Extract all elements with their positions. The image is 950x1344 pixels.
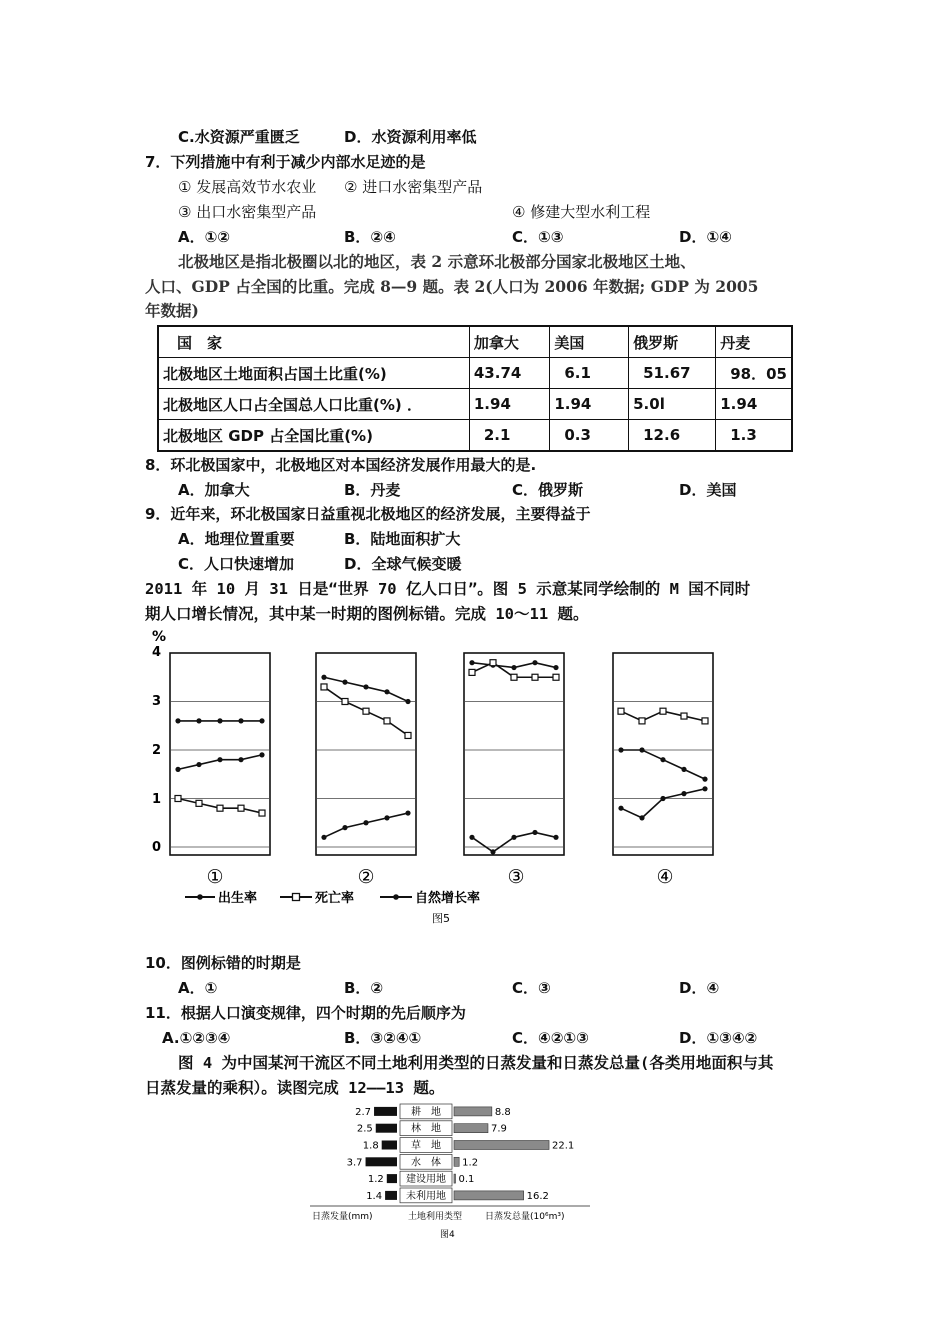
q6-option-c: C.水资源严重匮乏 (178, 128, 300, 146)
table-cell: 98．05 (716, 358, 792, 389)
data-point-filled (321, 835, 326, 840)
intro-8-9-line1: 北极地区是指北极圈以北的地区，表 2 示意环北极部分国家北极地区土地、 (178, 252, 696, 271)
legend-label-birth-rate: 出生率 (218, 891, 258, 906)
q10-option-c: C．③ (512, 979, 551, 997)
q7-item-3: ③ 出口水密集型产品 (178, 203, 317, 221)
data-point-open (342, 699, 348, 705)
table-header-cell: 国 家 (158, 326, 469, 358)
y-tick-label: 4 (152, 645, 162, 660)
intro-8-9-line2: 人口、GDP 占全国的比重。完成 8—9 题。表 2(人口为 2006 年数据; GDP 为 2005 (145, 277, 759, 296)
panel-frame (464, 653, 564, 855)
data-point-open (681, 713, 687, 719)
figure-4-evaporation-chart (300, 1098, 600, 1244)
data-point-filled (342, 680, 347, 685)
table-header-cell: 加拿大 (469, 326, 549, 358)
q9-option-b: B．陆地面积扩大 (344, 530, 461, 548)
table-cell: 6.1 (550, 358, 629, 389)
table-row (158, 420, 792, 452)
data-point-open (702, 718, 708, 724)
data-point-open (321, 684, 327, 690)
q10-stem: 10．图例标错的时期是 (145, 954, 301, 972)
data-label-right: 1.2 (462, 1157, 479, 1169)
data-point-filled (490, 849, 495, 854)
table-cell: 北极地区人口占全国总人口比重(%) ． (158, 389, 469, 420)
panel-label: ③ (507, 866, 525, 888)
table-cell: 1.94 (550, 389, 629, 420)
q8-stem: 8．环北极国家中，北极地区对本国经济发展作用最大的是. (145, 456, 537, 474)
category-label: 林 地 (411, 1123, 441, 1135)
data-point-open (363, 708, 369, 714)
data-label-left: 1.4 (366, 1190, 383, 1202)
data-point-open (238, 805, 244, 811)
q11-option-d: D．①③④② (679, 1029, 758, 1047)
q7-option-c: C．①③ (512, 228, 564, 246)
intro-12-13-line2: 日蒸发量的乘积）。读图完成 12——13 题。 (145, 1079, 445, 1097)
data-point-open (532, 674, 538, 680)
table-cell: 1.94 (716, 389, 792, 420)
panel-frame (613, 653, 713, 855)
data-label-right: 7.9 (490, 1123, 507, 1135)
data-point-filled (405, 699, 410, 704)
data-point-open (553, 674, 559, 680)
data-point-open (660, 708, 666, 714)
q11-stem: 11．根据人口演变规律，四个时期的先后顺序为 (145, 1004, 466, 1022)
table-row (158, 358, 792, 389)
q7-option-a: A．①② (178, 228, 231, 246)
data-point-filled (618, 806, 623, 811)
table-cell: 2.1 (469, 420, 549, 452)
table-header-cell: 俄罗斯 (629, 326, 716, 358)
table-row (158, 389, 792, 420)
data-point-open (175, 796, 181, 802)
bar-daily-evaporation (382, 1141, 397, 1150)
data-point-filled (217, 718, 222, 723)
x-label-center: 土地利用类型 (408, 1212, 463, 1222)
data-point-filled (511, 835, 516, 840)
q7-item-2: ② 进口水密集型产品 (344, 178, 483, 196)
category-label: 草 地 (411, 1140, 441, 1152)
table-header-cell: 美国 (550, 326, 629, 358)
data-label-right: 8.8 (494, 1106, 511, 1118)
bar-daily-evaporation (376, 1124, 397, 1133)
data-label-left: 2.5 (356, 1123, 373, 1135)
data-point-filled (639, 747, 644, 752)
data-point-filled (660, 796, 665, 801)
q11-option-c: C．④②①③ (512, 1029, 589, 1047)
legend-marker-open (293, 894, 300, 901)
legend-label-natural-growth: 自然增长率 (415, 891, 481, 906)
bar-daily-evaporation (387, 1174, 397, 1183)
data-point-filled (469, 835, 474, 840)
data-point-open (511, 674, 517, 680)
legend-label-death-rate: 死亡率 (315, 891, 355, 906)
y-tick-label: 3 (152, 694, 162, 709)
q7-option-b: B．②④ (344, 228, 396, 246)
q7-item-4: ④ 修建大型水利工程 (512, 203, 651, 221)
q9-stem: 9．近年来，环北极国家日益重视北极地区的经济发展，主要得益于 (145, 505, 591, 523)
data-point-filled (681, 791, 686, 796)
data-label-left: 1.8 (362, 1140, 379, 1152)
data-point-open (259, 810, 265, 816)
table-cell: 1.3 (716, 420, 792, 452)
bar-total-evaporation (454, 1191, 524, 1200)
y-axis-unit: % (152, 629, 167, 645)
data-point-filled (363, 684, 368, 689)
data-label-right: 0.1 (458, 1174, 475, 1186)
data-point-filled (702, 786, 707, 791)
data-label-left: 1.2 (367, 1174, 384, 1186)
data-point-filled (196, 718, 201, 723)
q7-option-d: D．①④ (679, 228, 732, 246)
data-point-filled (259, 752, 264, 757)
data-point-filled (553, 665, 558, 670)
data-label-left: 3.7 (346, 1157, 363, 1169)
data-point-filled (384, 815, 389, 820)
data-point-filled (405, 810, 410, 815)
data-point-filled (342, 825, 347, 830)
data-point-filled (553, 835, 558, 840)
panel-label: ① (206, 866, 224, 888)
q8-option-a: A．加拿大 (178, 481, 250, 499)
bar-daily-evaporation (366, 1157, 397, 1166)
figure-4-caption: 图4 (440, 1230, 455, 1240)
q8-option-b: B．丹麦 (344, 481, 401, 499)
data-point-filled (363, 820, 368, 825)
q10-option-b: B．② (344, 979, 384, 997)
y-tick-label: 0 (152, 840, 162, 855)
data-point-open (490, 660, 496, 666)
q9-option-d: D．全球气候变暖 (344, 555, 462, 573)
data-point-open (405, 732, 411, 738)
q9-option-c: C．人口快速增加 (178, 555, 295, 573)
data-point-filled (702, 777, 707, 782)
table-cell: 北极地区 GDP 占全国比重(%) (158, 420, 469, 452)
data-point-filled (660, 757, 665, 762)
q11-option-a: A.①②③④ (162, 1029, 231, 1047)
data-point-open (639, 718, 645, 724)
table-cell: 0.3 (550, 420, 629, 452)
legend-marker-filled (197, 894, 203, 900)
data-point-filled (175, 767, 180, 772)
y-tick-label: 1 (152, 792, 162, 807)
x-label-left: 日蒸发量(mm) (312, 1212, 373, 1222)
table-cell: 43.74 (469, 358, 549, 389)
data-point-filled (321, 675, 326, 680)
table-cell: 1.94 (469, 389, 549, 420)
q11-option-b: B．③②④① (344, 1029, 422, 1047)
q6-option-d: D．水资源利用率低 (344, 128, 477, 146)
intro-12-13-line1: 图 4 为中国某河干流区不同土地利用类型的日蒸发量和日蒸发总量(各类用地面积与其 (178, 1054, 774, 1072)
bar-total-evaporation (454, 1124, 488, 1133)
data-point-filled (681, 767, 686, 772)
panel-label: ④ (656, 866, 674, 888)
data-point-open (618, 708, 624, 714)
data-point-filled (196, 762, 201, 767)
bar-total-evaporation (454, 1141, 549, 1150)
q10-option-a: A．① (178, 979, 218, 997)
data-point-filled (618, 747, 623, 752)
data-point-filled (511, 665, 516, 670)
bar-daily-evaporation (374, 1107, 397, 1116)
q7-item-1: ① 发展高效节水农业 (178, 178, 317, 196)
category-label: 建设用地 (406, 1174, 446, 1186)
table-cell: 5.0l (629, 389, 716, 420)
table-cell: 12.6 (629, 420, 716, 452)
data-label-right: 16.2 (526, 1190, 549, 1202)
data-point-open (469, 669, 475, 675)
figure-5-caption: 图5 (432, 912, 450, 925)
q8-option-d: D．美国 (679, 481, 737, 499)
data-point-filled (175, 718, 180, 723)
table-cell: 51.67 (629, 358, 716, 389)
bar-daily-evaporation (385, 1191, 397, 1200)
y-tick-label: 2 (152, 743, 162, 758)
bar-total-evaporation (454, 1174, 456, 1183)
data-point-filled (469, 660, 474, 665)
panel-label: ② (357, 866, 375, 888)
intro-10-11-line2: 期人口增长情况，其中某一时期的图例标错。完成 10～11 题。 (145, 605, 589, 623)
data-label-right: 22.1 (552, 1140, 575, 1152)
table-2 (157, 325, 793, 452)
table-header-row (158, 326, 792, 358)
bar-total-evaporation (454, 1157, 459, 1166)
data-point-filled (384, 689, 389, 694)
data-point-open (217, 805, 223, 811)
data-point-filled (532, 830, 537, 835)
q10-option-d: D．④ (679, 979, 720, 997)
data-point-filled (238, 757, 243, 762)
figure-5-population-chart (140, 625, 740, 930)
q8-option-c: C．俄罗斯 (512, 481, 584, 499)
panel-frame (170, 653, 270, 855)
bar-total-evaporation (454, 1107, 492, 1116)
q9-option-a: A．地理位置重要 (178, 530, 295, 548)
data-label-left: 2.7 (355, 1106, 372, 1118)
x-label-right: 日蒸发总量(10⁶m³) (485, 1212, 565, 1222)
data-point-open (384, 718, 390, 724)
data-point-open (196, 800, 202, 806)
intro-8-9-line3: 年数据) (145, 301, 199, 320)
category-label: 未利用地 (406, 1190, 446, 1202)
data-point-filled (259, 718, 264, 723)
category-label: 水 体 (411, 1157, 441, 1169)
data-point-filled (238, 718, 243, 723)
legend-marker-filled (393, 894, 399, 900)
data-point-filled (217, 757, 222, 762)
intro-10-11-line1: 2011 年 10 月 31 日是“世界 70 亿人口日”。图 5 示意某同学绘制的 M 国不同时 (145, 580, 751, 598)
table-header-cell: 丹麦 (716, 326, 792, 358)
q7-stem: 7．下列措施中有利于减少内部水足迹的是 (145, 153, 426, 171)
data-point-filled (532, 660, 537, 665)
data-point-filled (639, 815, 644, 820)
category-label: 耕 地 (411, 1106, 441, 1118)
table-cell: 北极地区土地面积占国土比重(%) (158, 358, 469, 389)
